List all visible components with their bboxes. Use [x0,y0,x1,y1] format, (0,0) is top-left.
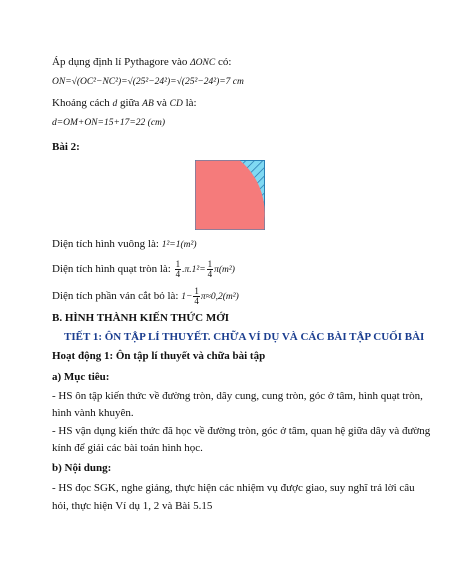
section-b-heading: B. HÌNH THÀNH KIẾN THỨC MỚI [52,312,230,324]
goal-line-2: hình vành khuyên. [52,407,134,419]
pythagoras-intro: Áp dụng định lí Pythagore vào [52,56,188,68]
goal-line-4: kính để giải các bài toán hình học. [52,442,203,454]
sector-end: π(m²) [214,265,235,276]
lesson-title: TIẾT 1: ÔN TẬP LÍ THUYẾT. CHỮA VÍ DỤ VÀ CÁC BÀI TẬP CUỐI BÀI [64,331,425,343]
goal-line-1: - HS ôn tập kiến thức về đường tròn, dây cung, cung tròn, góc ở tâm, hình quạt tròn, [52,390,423,402]
fraction-numerator: 1 [175,259,181,269]
distance-formula: d=OM+ON=15+17=22 (cm) [52,118,166,128]
segment-ab: AB [142,99,154,109]
content-line-2: hỏi, thực hiện Ví dụ 1, 2 và Bài 5.15 [52,500,213,512]
sector-mid: .π.1²= [182,265,206,276]
segment-cd: CD [169,99,183,109]
goal-line-3: - HS vận dụng kiến thức đã học về đường tròn, góc ở tâm, quan hệ giữa dây và đường [52,425,431,437]
wood-end: π≈0,2(m²) [200,292,239,303]
distance-and: và [156,97,167,109]
content-heading: b) Nội dung: [52,462,112,474]
fraction-denominator: 4 [175,269,181,279]
wood-denominator: 4 [194,296,199,306]
wood-numerator: 1 [194,286,199,296]
sector-area-label: Diện tích hình quạt tròn là: [52,263,171,276]
sector-area-line [52,260,235,279]
square-area-value: 1²=1(m²) [161,240,197,250]
triangle-label: ΔONC [190,58,216,68]
wood-start: 1− [181,292,193,303]
square-area-line [52,237,196,252]
content-line-1: - HS đọc SGK, nghe giảng, thực hiện các nhiệm vụ được giao, suy nghĩ trả lời câu [52,482,415,494]
distance-intro: Khoảng cách [52,97,110,109]
wood-area-label: Diện tích phần ván cắt bỏ là: [52,290,179,303]
goal-heading: a) Mục tiêu: [52,371,110,383]
pythagoras-line [52,55,231,70]
distance-line [52,96,197,111]
sector-fraction-1 [175,260,182,279]
distance-is: là: [185,97,197,109]
activity-1-heading: Hoạt động 1: Ôn tập lí thuyết và chữa bài tập [52,350,266,362]
square-area-label: Diện tích hình vuông là: [52,238,159,250]
distance-d: d [112,99,118,109]
square-sector-figure [195,160,265,230]
pythagoras-colon: có: [217,56,232,68]
bai2-title: Bài 2: [52,141,80,153]
fraction-denominator-2: 4 [207,269,213,279]
distance-between: giữa [119,97,140,109]
sector-fraction-2 [207,260,214,279]
wood-fraction [193,287,200,306]
fraction-numerator-2: 1 [207,259,213,269]
wood-area-line [52,287,239,306]
pythagoras-formula: ON=√(OC²−NC²)=√(25²−24²)=√(25²−24²)=7 cm [52,77,244,87]
